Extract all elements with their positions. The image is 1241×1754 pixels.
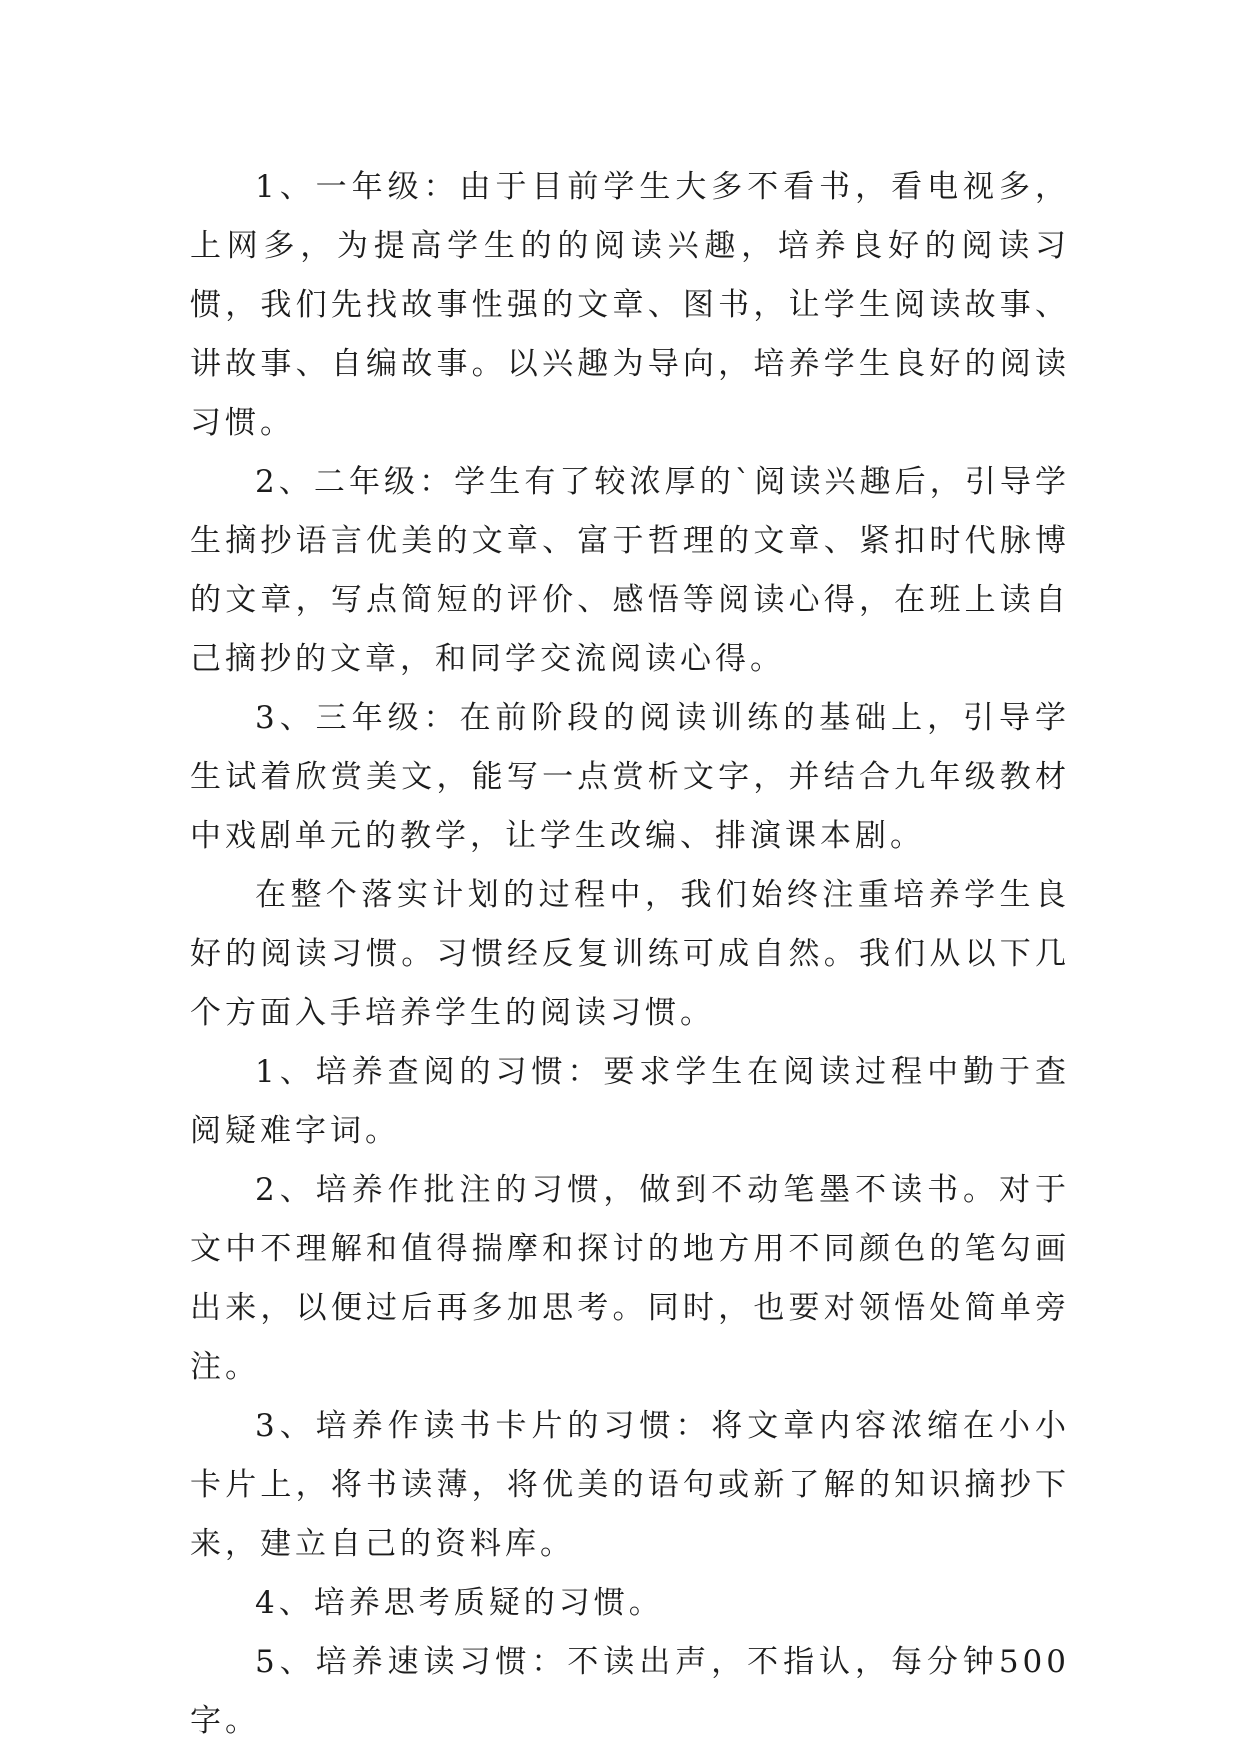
paragraph-grade-two: 2、二年级：学生有了较浓厚的`阅读兴趣后，引导学生摘抄语言优美的文章、富于哲理的文章、紧扣时代脉博的文章，写点简短的评价、感悟等阅读心得，在班上读自己摘抄的文章，和同学交流阅读心得。 [190, 464, 1070, 677]
paragraph-reading-habits-intro: 在整个落实计划的过程中，我们始终注重培养学生良好的阅读习惯。习惯经反复训练可成自然。我们从以下几个方面入手培养学生的阅读习惯。 [190, 877, 1070, 1031]
document-body [190, 158, 1070, 1751]
paragraph-habit-reading-cards: 3、培养作读书卡片的习惯：将文章内容浓缩在小小卡片上，将书读薄，将优美的语句或新了解的知识摘抄下来，建立自己的资料库。 [190, 1408, 1070, 1562]
paragraph-habit-lookup: 1、培养查阅的习惯：要求学生在阅读过程中勤于查阅疑难字词。 [190, 1054, 1070, 1149]
paragraph-grade-three: 3、三年级：在前阶段的阅读训练的基础上，引导学生试着欣赏美文，能写一点赏析文字，并结合九年级教材中戏剧单元的教学，让学生改编、排演课本剧。 [190, 700, 1070, 854]
paragraph-habit-annotation: 2、培养作批注的习惯，做到不动笔墨不读书。对于文中不理解和值得揣摩和探讨的地方用不同颜色的笔勾画出来，以便过后再多加思考。同时，也要对领悟处简单旁注。 [190, 1172, 1070, 1385]
paragraph-grade-one: 1、一年级：由于目前学生大多不看书，看电视多，上网多，为提高学生的的阅读兴趣，培养良好的阅读习惯，我们先找故事性强的文章、图书，让学生阅读故事、讲故事、自编故事。以兴趣为导向，培养学生良好的阅读习惯。 [190, 169, 1070, 441]
paragraph-habit-questioning: 4、培养思考质疑的习惯。 [255, 1585, 664, 1621]
paragraph-habit-speed-reading: 5、培养速读习惯：不读出声，不指认，每分钟500字。 [190, 1644, 1070, 1739]
